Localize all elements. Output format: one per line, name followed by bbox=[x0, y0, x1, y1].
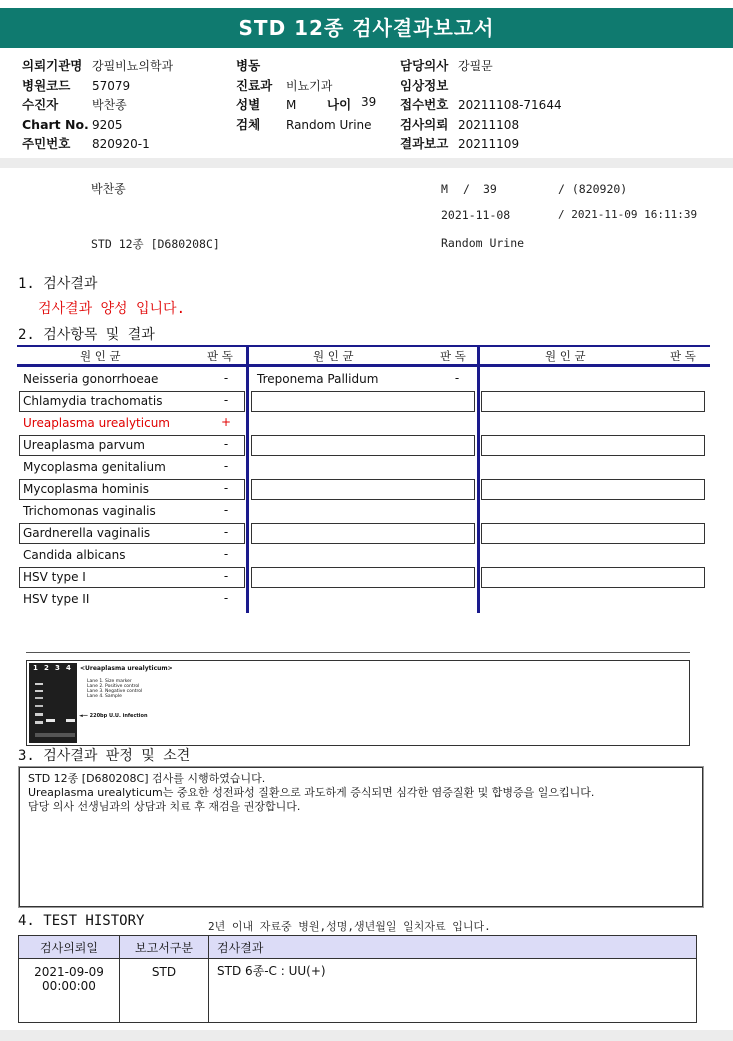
table-top-line bbox=[17, 345, 710, 347]
info-label: 접수번호 bbox=[400, 97, 449, 112]
gel-title: <Ureaplasma urealyticum> bbox=[80, 665, 173, 672]
pathogen-result: - bbox=[223, 459, 229, 473]
pathogen-result: - bbox=[223, 591, 229, 605]
gel-band-label bbox=[79, 713, 148, 719]
info-label: 병동 bbox=[236, 58, 261, 73]
divider-band bbox=[0, 158, 733, 168]
gel-legend-item: Lane 1. Size marker bbox=[87, 679, 132, 684]
info-label: 검사의뢰 bbox=[400, 116, 449, 132]
section-findings-heading: 3. 검사결과 판정 및 소견 bbox=[18, 748, 191, 764]
info-label: 검체 bbox=[236, 116, 261, 132]
info-label: Chart No. bbox=[22, 116, 89, 132]
patient-dob: / (820920) bbox=[558, 182, 628, 196]
request-date: 2021-11-08 bbox=[441, 208, 511, 222]
pathogen-result: - bbox=[223, 481, 229, 495]
positive-result-text: 검사결과 양성 입니다. bbox=[38, 301, 186, 317]
table-divider-1 bbox=[246, 345, 249, 613]
pathogen-name: Chlamydia trachomatis bbox=[23, 394, 163, 408]
info-value: 20211108-71644 bbox=[458, 98, 562, 112]
pathogen-result: - bbox=[223, 525, 229, 539]
info-label: 의뢰기관명 bbox=[22, 58, 83, 73]
ladder-band bbox=[35, 721, 43, 724]
info-value: M bbox=[286, 98, 297, 112]
table-header-line bbox=[17, 364, 710, 367]
info-value: 강필비뇨의학과 bbox=[92, 59, 174, 73]
info-value: Random Urine bbox=[286, 117, 372, 132]
info-row bbox=[236, 114, 372, 133]
pathogen-name: HSV type I bbox=[23, 570, 86, 584]
info-value: 57079 bbox=[92, 78, 131, 93]
primer-dimer-band bbox=[35, 733, 75, 737]
gel-legend-item: Lane 3. Negative control bbox=[87, 689, 143, 694]
info-value: 9205 bbox=[92, 117, 123, 132]
history-header-date: 검사의뢰일 bbox=[19, 936, 120, 959]
info-label: 결과보고 bbox=[400, 136, 449, 151]
pathogen-name-col2: Treponema Pallidum bbox=[257, 372, 379, 386]
history-date-cell bbox=[19, 959, 120, 1023]
sample-band bbox=[66, 719, 75, 722]
pathogen-row-box bbox=[481, 435, 705, 456]
pathogen-row-box bbox=[481, 523, 705, 544]
pathogen-result: - bbox=[223, 371, 229, 385]
table-divider-2 bbox=[477, 345, 480, 613]
test-name: STD 12종 [D680208C] bbox=[91, 237, 220, 251]
findings-line: Ureaplasma urealyticum는 중요한 성전파성 질환으로 과도하게 증식되면 심각한 염증질환 및 합병증을 일으킵니다. bbox=[28, 786, 595, 799]
pathogen-row-box bbox=[251, 391, 475, 412]
pathogen-name: Ureaplasma parvum bbox=[23, 438, 145, 452]
section-history-heading: 4. TEST HISTORY bbox=[18, 913, 145, 929]
pathogen-row-box bbox=[481, 479, 705, 500]
ladder-band bbox=[35, 713, 43, 716]
info-label: 주민번호 bbox=[22, 136, 71, 151]
info-row bbox=[400, 94, 562, 113]
pathogen-row-box bbox=[251, 435, 475, 456]
info-row bbox=[22, 55, 173, 74]
pathogen-result: - bbox=[223, 393, 229, 407]
gel-lane-number: 4 bbox=[66, 664, 71, 672]
gel-lane-number: 2 bbox=[44, 664, 49, 672]
pathogen-name: Mycoplasma genitalium bbox=[23, 460, 166, 474]
info-row bbox=[22, 75, 130, 94]
patient-sex: M bbox=[441, 182, 448, 196]
info-row bbox=[236, 55, 286, 74]
info-value: 820920-1 bbox=[92, 137, 150, 151]
info-row bbox=[400, 133, 519, 152]
gel-lane-number: 1 bbox=[33, 664, 38, 672]
gel-top-rule bbox=[26, 652, 690, 653]
pathogen-row-box bbox=[481, 391, 705, 412]
history-header-result: 검사결과 bbox=[209, 936, 697, 959]
info-label: 수진자 bbox=[22, 97, 59, 112]
findings-box bbox=[19, 767, 703, 907]
info-label: 임상정보 bbox=[400, 77, 449, 93]
header-result-2: 판 독 bbox=[440, 349, 466, 363]
info-row bbox=[22, 133, 150, 152]
report-datetime: / 2021-11-09 16:11:39 bbox=[558, 208, 698, 221]
band-label-text: 220bp U.U. infection bbox=[89, 713, 148, 719]
info-row bbox=[236, 94, 296, 113]
history-header-type: 보고서구분 bbox=[120, 936, 209, 959]
footer-band bbox=[0, 1030, 733, 1041]
gel-lane-number: 3 bbox=[55, 664, 60, 672]
info-value: 20211109 bbox=[458, 137, 520, 151]
header-pathogen-3: 원 인 균 bbox=[545, 349, 586, 363]
ladder-band bbox=[35, 690, 43, 692]
header-result-1: 판 독 bbox=[207, 349, 233, 363]
info-row bbox=[400, 55, 493, 74]
pathogen-name: Mycoplasma hominis bbox=[23, 482, 149, 496]
findings-line: STD 12종 [D680208C] 검사를 시행하였습니다. bbox=[28, 772, 266, 785]
ladder-band bbox=[35, 697, 43, 699]
pathogen-name: Trichomonas vaginalis bbox=[23, 504, 156, 518]
pathogen-result: - bbox=[223, 503, 229, 517]
findings-line: 담당 의사 선생님과의 상담과 치료 후 재검을 권장합니다. bbox=[28, 800, 301, 813]
gel-legend bbox=[87, 679, 142, 699]
positive-control-band bbox=[46, 719, 55, 722]
section-result-heading: 1. 검사결과 bbox=[18, 276, 98, 292]
info-value: 박찬종 bbox=[92, 98, 127, 112]
patient-name: 박찬종 bbox=[91, 182, 126, 196]
arrow-left-icon: ◄— bbox=[79, 713, 88, 719]
patient-slash: / bbox=[463, 182, 470, 196]
pathogen-row-box bbox=[481, 567, 705, 588]
pathogen-result: - bbox=[223, 437, 229, 451]
history-row bbox=[19, 959, 697, 1023]
history-note: 2년 이내 자료중 병원,성명,생년월일 일치자료 입니다. bbox=[208, 920, 491, 933]
pathogen-name: Neisseria gonorrhoeae bbox=[23, 372, 159, 386]
pathogen-result-col2: - bbox=[454, 371, 460, 385]
info-label: 진료과 bbox=[236, 77, 273, 93]
info-value: 강필문 bbox=[458, 59, 493, 73]
history-header-row bbox=[19, 936, 697, 959]
pathogen-name: Candida albicans bbox=[23, 548, 126, 562]
info-row bbox=[22, 94, 127, 113]
pathogen-row-box bbox=[251, 567, 475, 588]
info-label: 성별 bbox=[236, 97, 261, 112]
pathogen-name: HSV type II bbox=[23, 592, 90, 606]
pathogen-row-box bbox=[251, 479, 475, 500]
gel-legend-item: Lane 4. Sample bbox=[87, 694, 122, 699]
info-value: 비뇨기과 bbox=[286, 78, 333, 93]
info-row bbox=[22, 114, 123, 133]
pathogen-result: + bbox=[220, 415, 232, 429]
gel-legend-item: Lane 2. Positive control bbox=[87, 684, 140, 689]
info-label: 담당의사 bbox=[400, 58, 449, 73]
info-row bbox=[400, 114, 519, 133]
header-pathogen-2: 원 인 균 bbox=[313, 349, 354, 363]
info-value: 20211108 bbox=[458, 117, 520, 132]
history-date: 2021-09-09 bbox=[34, 965, 104, 979]
pathogen-row-box bbox=[251, 523, 475, 544]
pathogen-name: Ureaplasma urealyticum bbox=[23, 416, 170, 430]
info-row bbox=[400, 75, 458, 94]
specimen: Random Urine bbox=[441, 236, 525, 250]
gel-image bbox=[29, 663, 77, 743]
findings-text bbox=[28, 772, 694, 814]
patient-age: 39 bbox=[483, 182, 497, 196]
section-items-heading: 2. 검사항목 및 결과 bbox=[18, 327, 155, 343]
ladder-band bbox=[35, 683, 43, 685]
header-pathogen-1: 원 인 균 bbox=[80, 349, 121, 363]
header-result-3: 판 독 bbox=[670, 349, 696, 363]
history-result: STD 6종-C : UU(+) bbox=[209, 959, 697, 1023]
age-value: 39 bbox=[361, 95, 377, 109]
gel-figure-frame bbox=[26, 660, 690, 746]
pathogen-result: - bbox=[223, 547, 229, 561]
pathogen-name: Gardnerella vaginalis bbox=[23, 526, 151, 540]
age-label: 나이 bbox=[327, 97, 352, 112]
gel-lane-numbers bbox=[31, 664, 75, 674]
history-type: STD bbox=[120, 959, 209, 1023]
ladder-band bbox=[35, 705, 43, 707]
history-table bbox=[18, 935, 697, 1023]
report-title: STD 12종 검사결과보고서 bbox=[0, 8, 733, 48]
pathogen-result: - bbox=[223, 569, 229, 583]
info-row bbox=[236, 75, 332, 94]
info-label: 병원코드 bbox=[22, 77, 71, 93]
history-time: 00:00:00 bbox=[42, 979, 96, 993]
